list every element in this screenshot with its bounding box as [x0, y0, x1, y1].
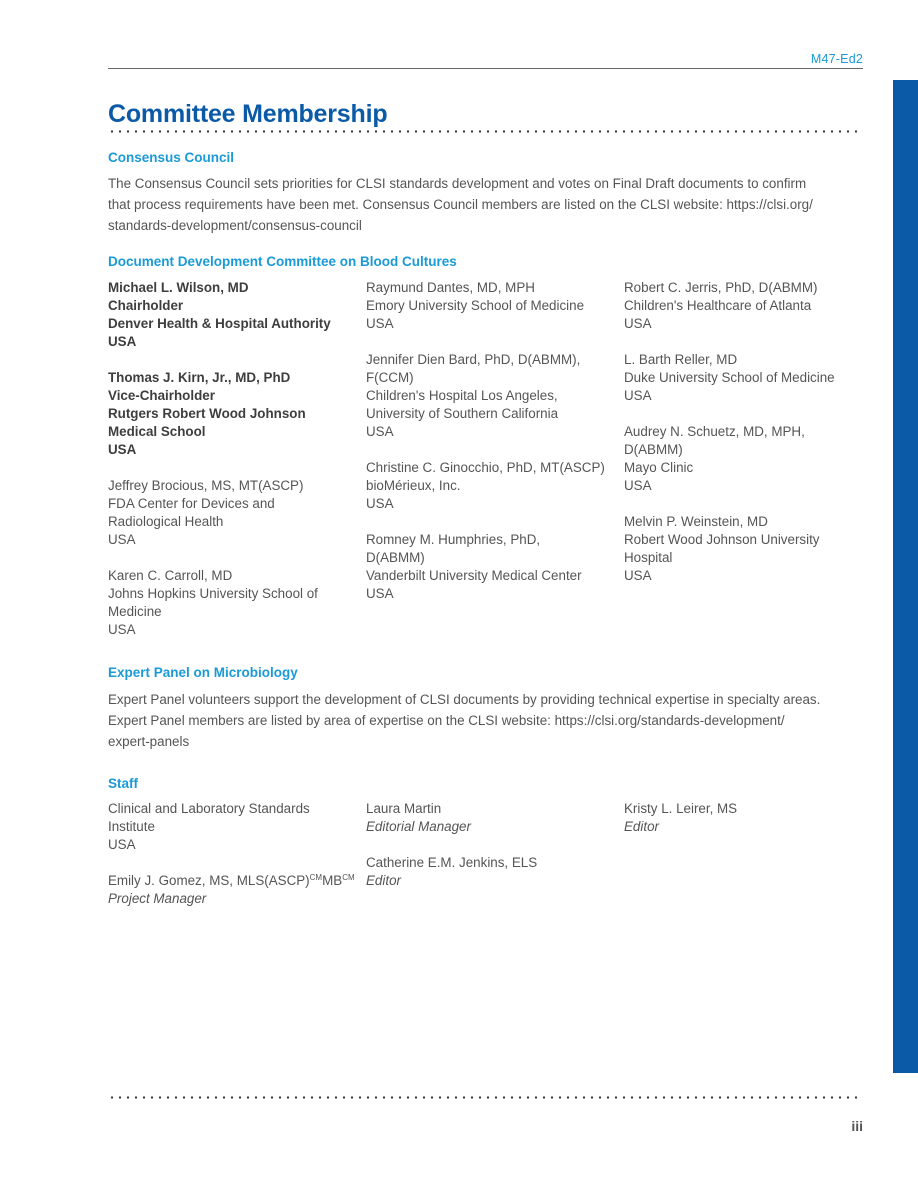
member-entry — [624, 423, 864, 495]
member-role: Vice-Chairholder — [108, 388, 215, 403]
staff-name-superscript: CM — [342, 873, 355, 882]
org-country: USA — [108, 837, 136, 852]
ddc-heading: Document Development Committee on Blood Cultures — [108, 254, 457, 269]
staff-heading: Staff — [108, 776, 138, 791]
member-affiliation: FDA Center for Devices and — [108, 496, 275, 511]
side-tab-bar — [893, 80, 918, 1073]
member-country: USA — [366, 316, 394, 331]
consensus-council-heading: Consensus Council — [108, 150, 235, 165]
staff-name-mid: MB — [322, 873, 343, 888]
member-affiliation: Children's Healthcare of Atlanta — [624, 298, 812, 313]
org-name: Clinical and Laboratory Standards — [108, 801, 310, 816]
staff-role: Editorial Manager — [366, 819, 471, 834]
member-name: Christine C. Ginocchio, PhD, MT(ASCP) — [366, 460, 605, 475]
member-name: Raymund Dantes, MD, MPH — [366, 280, 535, 295]
header-rule — [108, 68, 863, 69]
member-entry — [366, 531, 616, 603]
member-affiliation: Johns Hopkins University School of — [108, 586, 318, 601]
member-country: USA — [366, 424, 394, 439]
member-entry — [108, 279, 358, 351]
member-role: Chairholder — [108, 298, 184, 313]
ddc-column-3 — [624, 279, 864, 603]
member-name: Melvin P. Weinstein, MD — [624, 514, 768, 529]
org-name: Institute — [108, 819, 155, 834]
member-entry — [108, 477, 358, 549]
expert-panel-heading: Expert Panel on Microbiology — [108, 665, 298, 680]
title-dotted-rule — [108, 130, 863, 133]
member-entry — [624, 513, 864, 585]
member-affiliation: Radiological Health — [108, 514, 224, 529]
staff-column-1 — [108, 800, 358, 926]
page-title: Committee Membership — [108, 100, 388, 128]
member-name: Thomas J. Kirn, Jr., MD, PhD — [108, 370, 291, 385]
member-credentials: F(CCM) — [366, 370, 414, 385]
staff-entry — [624, 800, 864, 836]
consensus-council-text — [108, 173, 853, 236]
member-affiliation: Medical School — [108, 424, 206, 439]
footer-dotted-rule — [108, 1096, 863, 1099]
staff-role: Editor — [624, 819, 659, 834]
staff-role: Project Manager — [108, 891, 207, 906]
text-line: The Consensus Council sets priorities for CLSI standards development and votes on Final Draft documents to confirm — [108, 176, 807, 191]
document-id: M47-Ed2 — [810, 52, 863, 66]
expert-panel-text — [108, 689, 853, 752]
staff-name-superscript: CM — [309, 873, 323, 882]
member-country: USA — [624, 568, 652, 583]
text-line: expert-panels — [108, 734, 190, 749]
member-country: USA — [108, 622, 136, 637]
page-number: iii — [851, 1118, 863, 1134]
text-line: that process requirements have been met. Consensus Council members are listed on the CLSI website: https://clsi.org/ — [108, 197, 813, 212]
member-entry — [108, 369, 358, 459]
member-affiliation: Emory University School of Medicine — [366, 298, 585, 313]
member-affiliation: Rutgers Robert Wood Johnson — [108, 406, 306, 421]
member-country: USA — [366, 586, 394, 601]
member-affiliation: Duke University School of Medicine — [624, 370, 835, 385]
member-affiliation: Children's Hospital Los Angeles, — [366, 388, 558, 403]
member-name: Romney M. Humphries, PhD, — [366, 532, 541, 547]
member-entry — [366, 459, 616, 513]
staff-entry — [366, 800, 616, 836]
member-entry — [624, 351, 864, 405]
member-name: Jeffrey Brocious, MS, MT(ASCP) — [108, 478, 304, 493]
member-entry — [624, 279, 864, 333]
member-name: Karen C. Carroll, MD — [108, 568, 233, 583]
member-country: USA — [108, 532, 136, 547]
text-line: Expert Panel members are listed by area of expertise on the CLSI website: https://clsi.org/standards-development/ — [108, 713, 785, 728]
member-credentials: D(ABMM) — [366, 550, 425, 565]
member-name: L. Barth Reller, MD — [624, 352, 738, 367]
member-affiliation: bioMérieux, Inc. — [366, 478, 461, 493]
member-country: USA — [624, 478, 652, 493]
staff-name-base: Emily J. Gomez, MS, MLS(ASCP) — [108, 873, 310, 888]
member-entry — [366, 351, 616, 441]
member-name: Robert C. Jerris, PhD, D(ABMM) — [624, 280, 818, 295]
member-affiliation: Medicine — [108, 604, 162, 619]
member-entry — [366, 279, 616, 333]
member-country: USA — [108, 334, 137, 349]
member-country: USA — [624, 388, 652, 403]
member-name: Audrey N. Schuetz, MD, MPH, — [624, 424, 805, 439]
staff-name — [108, 872, 358, 890]
member-country: USA — [366, 496, 394, 511]
staff-role: Editor — [366, 873, 401, 888]
staff-name: Laura Martin — [366, 801, 442, 816]
staff-entry — [366, 854, 616, 890]
member-country: USA — [624, 316, 652, 331]
staff-entry — [108, 872, 358, 908]
member-name: Jennifer Dien Bard, PhD, D(ABMM), — [366, 352, 581, 367]
member-country: USA — [108, 442, 137, 457]
staff-name: Kristy L. Leirer, MS — [624, 801, 738, 816]
staff-column-3 — [624, 800, 864, 854]
member-affiliation: Denver Health & Hospital Authority — [108, 316, 331, 331]
member-affiliation: Robert Wood Johnson University — [624, 532, 820, 547]
staff-org-entry — [108, 800, 358, 854]
member-credentials: D(ABMM) — [624, 442, 683, 457]
ddc-column-1 — [108, 279, 358, 657]
member-affiliation: Vanderbilt University Medical Center — [366, 568, 582, 583]
text-line: standards-development/consensus-council — [108, 218, 362, 233]
ddc-column-2 — [366, 279, 616, 621]
staff-name: Catherine E.M. Jenkins, ELS — [366, 855, 538, 870]
member-affiliation: Mayo Clinic — [624, 460, 694, 475]
member-affiliation: University of Southern California — [366, 406, 559, 421]
staff-column-2 — [366, 800, 616, 908]
member-entry — [108, 567, 358, 639]
member-name: Michael L. Wilson, MD — [108, 280, 249, 295]
text-line: Expert Panel volunteers support the development of CLSI documents by providing technical expertise in specialty areas. — [108, 692, 821, 707]
member-affiliation: Hospital — [624, 550, 673, 565]
